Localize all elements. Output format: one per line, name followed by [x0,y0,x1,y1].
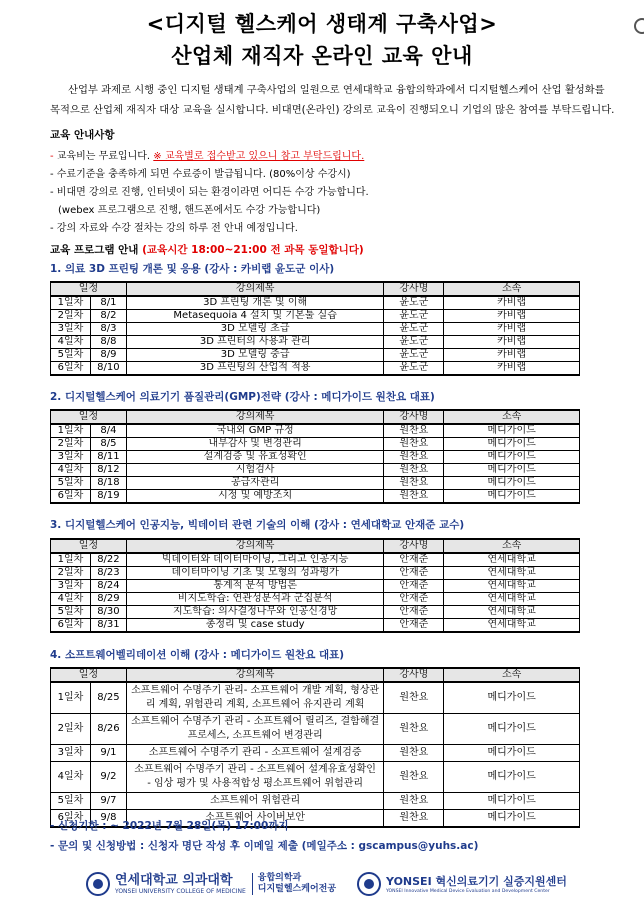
table-row [51,762,580,793]
table-row [51,349,580,362]
table-row [51,745,580,762]
cell-date: 8/10 [90,362,126,376]
cell-instructor: 안재준 [384,593,444,606]
cell-date: 8/9 [90,349,126,362]
notice-text: (webex 프로그램으로 진행, 핸드폰에서도 수강 가능합니다) [58,205,321,216]
schedule-table [50,409,580,504]
table-row [51,438,580,451]
cell-instructor: 원찬요 [384,424,444,438]
cell-instructor: 원찬요 [384,745,444,762]
cell-day: 1일차 [51,553,91,567]
cell-topic: 소프트웨어 수명주기 관리- 소프트웨어 개발 계획, 형상관리 계획, 위험관리 계획, 소프트웨어 유지관리 계획 [126,682,383,714]
cell-day: 2일차 [51,567,91,580]
notice-item [50,184,610,202]
table-row [51,490,580,504]
cell-topic: 데이터마이닝 기초 및 모형의 성과평가 [126,567,383,580]
cell-date: 8/29 [90,593,126,606]
notice-text: 비대면 강의로 진행, 인터넷이 되는 환경이라면 어디든 수강 가능합니다. [56,187,369,198]
cell-date: 8/2 [90,310,126,323]
cell-topic: 시정 및 예방조치 [126,490,383,504]
circle-icon [634,18,644,34]
notice-emphasis: ※ 교육별로 접수받고 있으니 참고 부탁드립니다. [153,151,365,162]
cell-day: 5일차 [51,606,91,619]
cell-topic: 빅데이터와 데이터마이닝, 그리고 인공지능 [126,553,383,567]
cell-affiliation: 메디가이드 [444,464,580,477]
cell-date: 8/1 [90,296,126,310]
cell-topic: 3D 프린터의 사용과 관리 [126,336,384,349]
cell-date: 8/26 [90,714,126,745]
column-header-affiliation: 소속 [444,282,580,296]
cell-instructor: 윤도군 [384,336,444,349]
cell-day: 2일차 [51,310,91,323]
schedule-table [50,281,580,376]
cell-day: 3일차 [51,745,91,762]
cell-instructor: 원찬요 [384,810,444,828]
cell-day: 4일차 [51,593,91,606]
cell-instructor: 원찬요 [384,793,444,810]
cell-topic: 설계검증 및 유효성확인 [126,451,383,464]
column-header-topic: 강의제목 [126,539,383,553]
column-header-affiliation: 소속 [444,539,580,553]
cell-day: 3일차 [51,451,91,464]
cell-topic: 3D 모델링 중급 [126,349,384,362]
cell-affiliation: 메디가이드 [444,451,580,464]
cell-date: 8/4 [90,424,126,438]
column-header-instructor: 강사명 [384,282,444,296]
column-header-schedule: 일정 [51,668,127,682]
section-title: 1. 의료 3D 프린팅 개론 및 응용 (강사 : 카비랩 윤도군 이사) [50,263,335,275]
table-row [51,567,580,580]
table-row [51,424,580,438]
column-header-instructor: 강사명 [384,410,444,424]
yonsei-device-center-logo [357,872,567,896]
cell-affiliation: 메디가이드 [444,424,580,438]
cell-topic: 비지도학습: 연관성분석과 군집분석 [126,593,383,606]
column-header-schedule: 일정 [51,410,127,424]
logo-sub: YONSEI UNIVERSITY COLLEGE OF MEDICINE [115,887,246,895]
cell-affiliation: 연세대학교 [444,619,580,633]
notice-text: 교육비는 무료입니다. [56,151,154,162]
cell-topic: 총정리 및 case study [126,619,383,633]
cell-instructor: 원찬요 [384,477,444,490]
page-title: <디지털 헬스케어 생태계 구축사업> [146,12,498,36]
logo-sub: YONSEI Innovative Medical Device Evaluation and Development Center [386,888,550,894]
cell-affiliation: 연세대학교 [444,580,580,593]
cell-instructor: 윤도군 [384,362,444,376]
notice-text: 강의 자료와 수강 절차는 강의 하루 전 안내 예정입니다. [56,223,298,234]
notice-text: 수료기준을 충족하게 되면 수료증이 발급됩니다. (80%이상 수강시) [56,169,351,180]
cell-topic: 공급자관리 [126,477,383,490]
cell-day: 3일차 [51,580,91,593]
cell-instructor: 원찬요 [384,762,444,793]
cell-topic: 소프트웨어 수명주기 관리 - 소프트웨어 설계유효성확인 - 임상 평가 및 사용적합성 평소프트웨어 위험관리 [126,762,383,793]
cell-date: 8/23 [90,567,126,580]
table-header-row [51,668,580,682]
cell-date: 9/1 [90,745,126,762]
column-header-affiliation: 소속 [444,668,580,682]
cell-affiliation: 메디가이드 [444,810,580,828]
cell-affiliation: 카비랩 [444,349,580,362]
yonsei-emblem-icon [86,872,110,896]
footer-logos [0,872,644,904]
cell-affiliation: 카비랩 [444,336,580,349]
logo-aff-line: 융합의학과 [257,873,302,883]
section-title: 2. 디지털헬스케어 의료기기 품질관리(GMP)전략 (강사 : 메디가이드 원찬요 대표) [50,391,435,403]
cell-day: 4일차 [51,464,91,477]
cell-day: 5일차 [51,477,91,490]
cell-affiliation: 메디가이드 [444,762,580,793]
cell-date: 8/25 [90,682,126,714]
cell-instructor: 원찬요 [384,490,444,504]
cell-date: 8/3 [90,323,126,336]
deadline-note: - 신청기한 : ~ 2022년 7월 28일(목) 17:00까지 [50,820,289,832]
cell-date: 9/8 [90,810,126,828]
cell-instructor: 안재준 [384,553,444,567]
cell-date: 8/19 [90,490,126,504]
cell-affiliation: 연세대학교 [444,567,580,580]
cell-topic: 국내외 GMP 규정 [126,424,383,438]
cell-affiliation: 메디가이드 [444,477,580,490]
cell-date: 8/12 [90,464,126,477]
cell-day: 6일차 [51,619,91,633]
cell-affiliation: 메디가이드 [444,490,580,504]
table-row [51,682,580,714]
cell-topic: 내부감사 및 변경관리 [126,438,383,451]
column-header-affiliation: 소속 [444,410,580,424]
notice-section [50,127,610,238]
section-title: 3. 디지털헬스케어 인공지능, 빅데이터 관련 기술의 이해 (강사 : 연세대학교 안재준 교수) [50,519,465,531]
cell-affiliation: 연세대학교 [444,593,580,606]
table-header-row [51,539,580,553]
table-row [51,580,580,593]
column-header-instructor: 강사명 [384,539,444,553]
schedule-table [50,538,580,633]
cell-instructor: 원찬요 [384,682,444,714]
notice-item [50,220,610,238]
cell-affiliation: 메디가이드 [444,745,580,762]
cell-instructor: 원찬요 [384,451,444,464]
cell-affiliation: 카비랩 [444,362,580,376]
table-row [51,553,580,567]
section-title: 4. 소프트웨어벨리데이션 이해 (강사 : 메디가이드 원찬요 대표) [50,649,345,661]
logo-name: 연세대학교 의과대학 [115,872,233,888]
table-header-row [51,282,580,296]
cell-date: 8/22 [90,553,126,567]
cell-instructor: 윤도군 [384,323,444,336]
cell-day: 4일차 [51,762,91,793]
table-row [51,714,580,745]
column-header-schedule: 일정 [51,539,127,553]
cell-date: 8/5 [90,438,126,451]
page-subtitle: 산업체 재직자 온라인 교육 안내 [171,44,473,68]
table-row [51,619,580,633]
contact-note: - 문의 및 신청방법 : 신청자 명단 작성 후 이메일 제출 (메일주소 : gscampus@yuhs.ac) [50,840,479,852]
cell-day: 4일차 [51,336,91,349]
cell-instructor: 안재준 [384,606,444,619]
cell-instructor: 윤도군 [384,296,444,310]
cell-topic: 지도학습: 의사결정나무와 인공신경망 [126,606,383,619]
cell-day: 5일차 [51,793,91,810]
cell-date: 8/18 [90,477,126,490]
cell-instructor: 원찬요 [384,464,444,477]
cell-topic: Metasequoia 4 설치 및 기본툴 실습 [126,310,384,323]
intro-line: 목적으로 산업체 재직자 대상 교육을 실시합니다. 비대면(온라인) 강의로 교육이 진행되오니 기업의 많은 참여를 부탁드립니다. [50,104,615,116]
cell-date: 8/8 [90,336,126,349]
cell-instructor: 안재준 [384,580,444,593]
cell-affiliation: 연세대학교 [444,606,580,619]
cell-date: 8/11 [90,451,126,464]
notice-bullet: - [50,151,54,162]
intro-line: 산업부 과제로 시행 중인 디지털 생태계 구축사업의 일원으로 연세대학교 융합의학과에서 디지털헬스케어 산업 활성화를 [68,84,605,96]
cell-topic: 소프트웨어 위험관리 [126,793,383,810]
logo-name: YONSEI 혁신의료기기 실증지원센터 [386,874,567,888]
table-row [51,477,580,490]
cell-instructor: 윤도군 [384,349,444,362]
column-header-topic: 강의제목 [126,282,384,296]
cell-date: 8/30 [90,606,126,619]
cell-topic: 3D 모델링 초급 [126,323,384,336]
cell-affiliation: 메디가이드 [444,438,580,451]
cell-instructor: 윤도군 [384,310,444,323]
column-header-topic: 강의제목 [126,668,383,682]
column-header-instructor: 강사명 [384,668,444,682]
notice-heading: 교육 안내사항 [50,129,115,141]
cell-date: 9/7 [90,793,126,810]
table-row [51,593,580,606]
notice-bullet: - [50,187,54,198]
cell-day: 1일차 [51,424,91,438]
table-row [51,362,580,376]
cell-affiliation: 메디가이드 [444,793,580,810]
cell-affiliation: 연세대학교 [444,553,580,567]
cell-topic: 3D 프린팅의 산업적 적용 [126,362,384,376]
cell-topic: 통계적 분석 방법론 [126,580,383,593]
table-row [51,323,580,336]
program-time-note: (교육시간 18:00~21:00 전 과목 동일합니다) [142,244,364,256]
table-row [51,310,580,323]
cell-affiliation: 카비랩 [444,296,580,310]
cell-day: 2일차 [51,438,91,451]
program-heading [50,242,364,257]
table-header-row [51,410,580,424]
cell-topic: 시험검사 [126,464,383,477]
cell-day: 2일차 [51,714,91,745]
yonsei-emblem-icon [357,872,381,896]
cell-date: 8/24 [90,580,126,593]
cell-day: 6일차 [51,490,91,504]
cell-affiliation: 카비랩 [444,310,580,323]
intro-paragraph [50,80,620,120]
column-header-schedule: 일정 [51,282,127,296]
table-row [51,464,580,477]
cell-day: 5일차 [51,349,91,362]
notice-item [50,148,610,166]
program-heading-text: 교육 프로그램 안내 [50,244,143,256]
table-row [51,451,580,464]
notice-item [50,202,610,220]
cell-day: 6일차 [51,362,91,376]
cell-instructor: 원찬요 [384,438,444,451]
logo-affiliation [252,873,336,895]
table-row [51,296,580,310]
cell-instructor: 안재준 [384,567,444,580]
cell-affiliation: 카비랩 [444,323,580,336]
yonsei-medicine-logo [86,872,336,896]
cell-date: 8/31 [90,619,126,633]
cell-topic: 3D 프린팅 개론 및 이해 [126,296,384,310]
cell-day: 3일차 [51,323,91,336]
cell-instructor: 원찬요 [384,714,444,745]
table-row [51,606,580,619]
cell-day: 1일차 [51,296,91,310]
table-row [51,336,580,349]
cell-date: 9/2 [90,762,126,793]
schedule-table [50,667,580,828]
cell-topic: 소프트웨어 수명주기 관리 - 소프트웨어 설계검증 [126,745,383,762]
column-header-topic: 강의제목 [126,410,383,424]
logo-aff-line: 디지털헬스케어전공 [257,884,337,894]
cell-topic: 소프트웨어 사이버보안 [126,810,383,828]
cell-day: 6일차 [51,810,91,828]
cell-topic: 소프트웨어 수명주기 관리 - 소프트웨어 릴리즈, 결함해결 프로세스, 소프트웨어 변경관리 [126,714,383,745]
notice-bullet: - [50,223,54,234]
cell-affiliation: 메디가이드 [444,682,580,714]
cell-instructor: 안재준 [384,619,444,633]
table-row [51,793,580,810]
notice-bullet: - [50,169,54,180]
cell-day: 1일차 [51,682,91,714]
notice-item [50,166,610,184]
cell-affiliation: 메디가이드 [444,714,580,745]
